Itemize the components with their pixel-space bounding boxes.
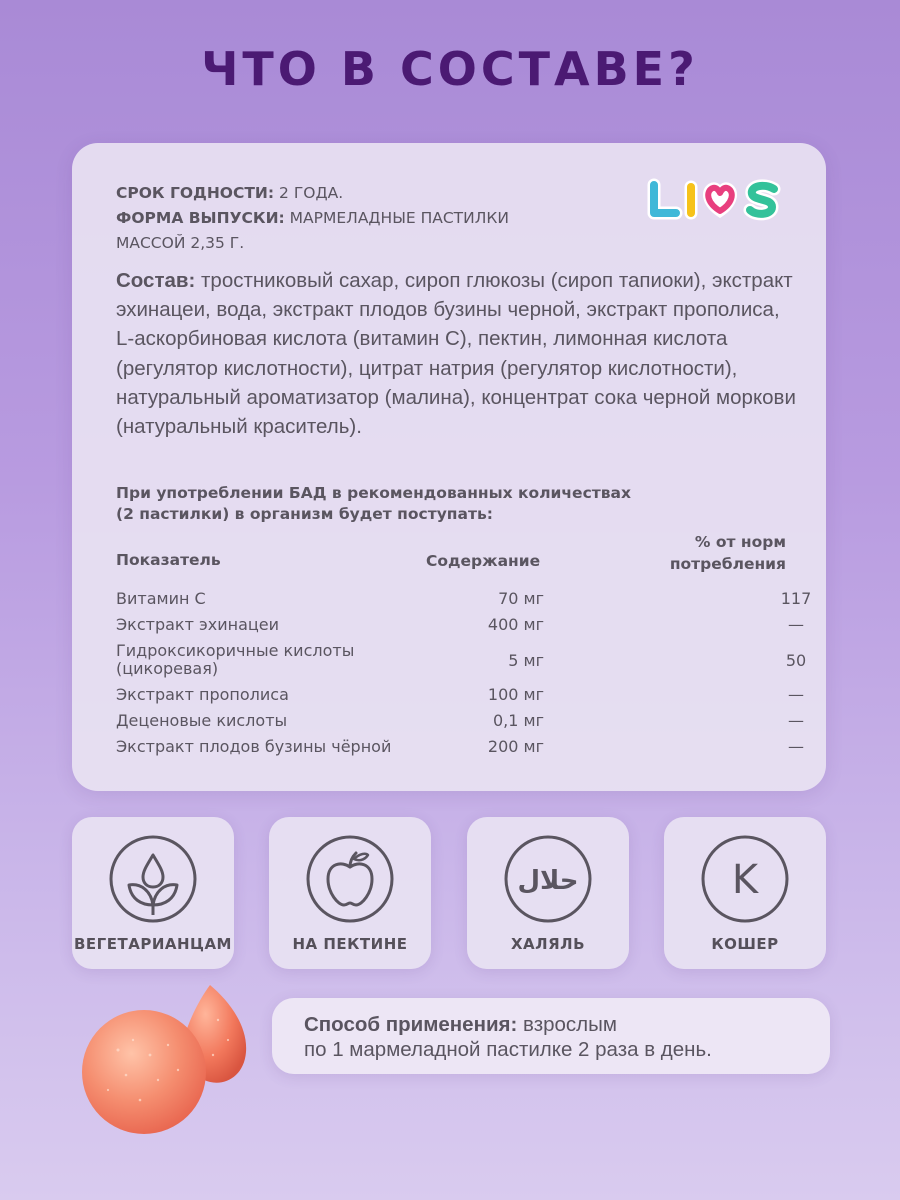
row-name: Экстракт плодов бузины чёрной [116,737,392,756]
release-form-label: ФОРМА ВЫПУСКИ: [116,209,285,227]
header-percent [670,531,786,575]
release-form-value-2: МАССОЙ 2,35 Г. [116,234,245,252]
kosher-glyph: K [731,857,759,903]
intake-note [116,483,776,525]
badge-label: ХАЛЯЛЬ [510,935,586,953]
header-indicator: Показатель [116,551,221,569]
row-percent: — [788,615,804,634]
usage-text [304,1012,824,1062]
product-meta [116,181,509,256]
release-form [116,206,509,231]
row-percent: 50 [785,651,807,670]
row-percent: — [788,737,804,756]
usage-line-1 [304,1012,824,1037]
header-content: Содержание [426,552,541,570]
row-value: 0,1 мг [492,711,544,730]
badge-pectin [269,817,431,969]
badge-kosher [664,817,826,969]
row-name-line-2: (цикоревая) [116,659,219,678]
vegetarian-drop-leaf-icon [107,833,199,925]
composition-body: тростниковый сахар, сироп глюкозы (сироп тапиоки), экстракт эхинацеи, вода, экстракт плодов бузины черной, экстракт прополиса, L-аскорбиновая кислота (витамин С), пектин, лимонная кислота (регулятор кислотности), цитрат натрия (регулятор кислотности), натуральный ароматизатор (малина), концентрат сока черной моркови (натуральный краситель). [116,269,796,439]
halal-icon [502,833,594,925]
row-percent: — [788,685,804,704]
badge-vegetarian [72,817,234,969]
shelf-life-value: 2 ГОДА. [274,184,344,202]
row-name: Витамин С [116,589,206,608]
livs-logo-icon [646,177,790,223]
usage-line-2: по 1 мармеладной пастилке 2 раза в день. [304,1038,712,1061]
composition-text [116,266,796,441]
header-percent-line-1: % от норм [694,533,786,551]
row-name: Деценовые кислоты [116,711,288,730]
shelf-life-label: СРОК ГОДНОСТИ: [116,184,275,202]
row-value: 70 мг [498,589,544,608]
intake-line-1: При употреблении БАД в рекомендованных количествах [116,484,632,502]
release-form-value: МАРМЕЛАДНЫЕ ПАСТИЛКИ [284,209,509,227]
badge-halal [467,817,629,969]
shelf-life [116,181,509,206]
page-title: ЧТО В СОСТАВЕ? [201,42,699,96]
row-value: 200 мг [487,737,544,756]
composition-card [72,143,826,791]
composition-label: Состав: [116,269,196,292]
badge-label: НА ПЕКТИНЕ [292,935,408,953]
row-percent: 117 [780,589,812,608]
row-value: 5 мг [508,651,544,670]
badge-label: ВЕГЕТАРИАНЦАМ [74,935,232,953]
usage-label: Способ применения: [304,1013,518,1036]
gummy-image-icon [78,980,268,1140]
intake-line-2: (2 пастилки) в организм будет поступать: [116,505,493,523]
row-name: Экстракт эхинацеи [116,615,280,634]
row-name: Экстракт прополиса [116,685,289,704]
row-value: 100 мг [487,685,544,704]
header-percent-line-2: потребления [669,555,786,573]
usage-box [272,998,830,1074]
kosher-icon [699,833,791,925]
usage-body-1: взрослым [517,1013,617,1036]
badge-label: КОШЕР [711,935,779,953]
row-value: 400 мг [487,615,544,634]
row-name: Гидроксикоричные кислоты [116,641,355,660]
halal-glyph: حلال [517,866,579,896]
apple-icon [304,833,396,925]
row-percent: — [788,711,804,730]
